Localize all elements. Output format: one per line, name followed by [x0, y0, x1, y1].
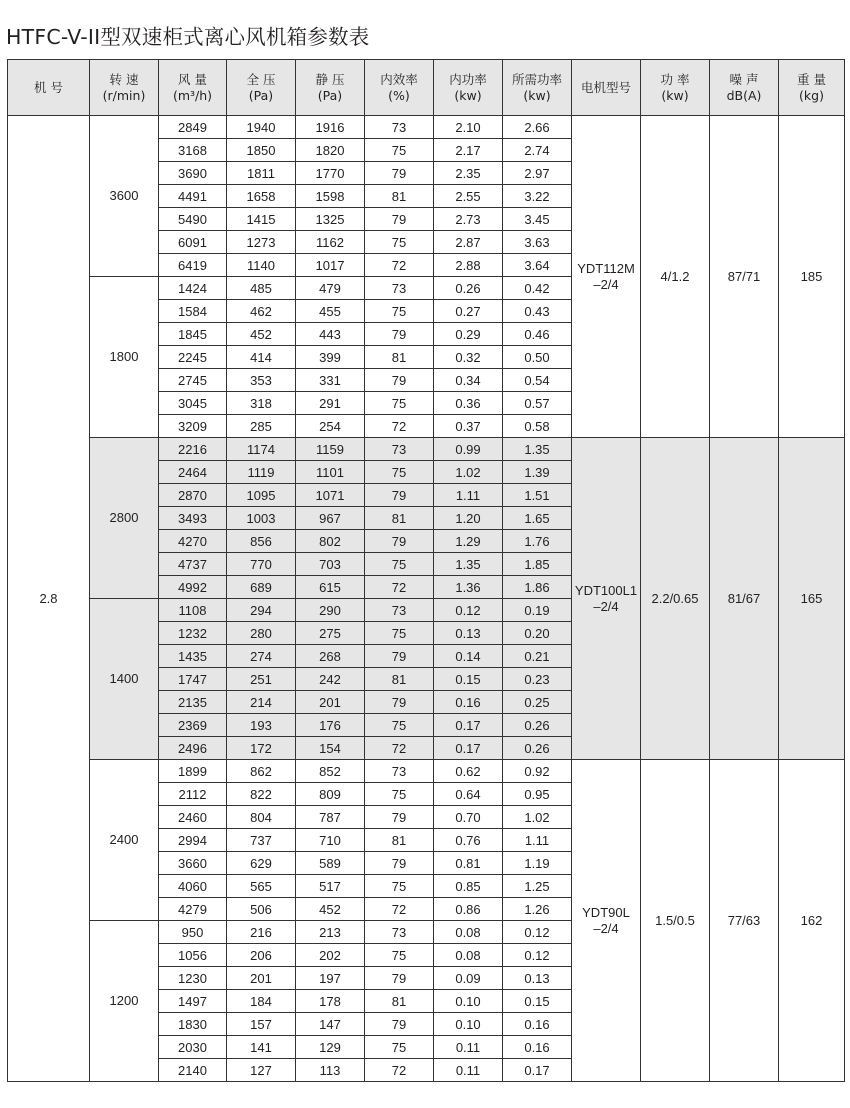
airflow-cell: 1424 — [159, 277, 227, 300]
table-row — [8, 438, 845, 461]
page-title: HTFC-V-II型双速柜式离心风机箱参数表 — [6, 25, 370, 49]
efficiency-cell: 72 — [365, 737, 434, 760]
total-pressure-cell: 485 — [227, 277, 296, 300]
airflow-cell: 2140 — [159, 1059, 227, 1082]
efficiency-cell: 72 — [365, 254, 434, 277]
required-power-cell: 0.46 — [503, 323, 572, 346]
internal-power-cell: 0.17 — [434, 737, 503, 760]
airflow-cell: 1435 — [159, 645, 227, 668]
total-pressure-cell: 1095 — [227, 484, 296, 507]
airflow-cell: 1108 — [159, 599, 227, 622]
static-pressure-cell: 197 — [296, 967, 365, 990]
efficiency-cell: 73 — [365, 116, 434, 139]
static-pressure-cell: 1159 — [296, 438, 365, 461]
efficiency-cell: 75 — [365, 783, 434, 806]
efficiency-cell: 79 — [365, 691, 434, 714]
airflow-cell: 4491 — [159, 185, 227, 208]
required-power-cell: 0.26 — [503, 737, 572, 760]
motor-model-line1: YDT100L1 — [574, 582, 638, 598]
total-pressure-cell: 141 — [227, 1036, 296, 1059]
internal-power-cell: 1.11 — [434, 484, 503, 507]
speed-cell: 1400 — [90, 599, 159, 760]
internal-power-cell: 1.36 — [434, 576, 503, 599]
header-internal-power: 内功率 (kw) — [434, 60, 503, 116]
required-power-cell: 0.42 — [503, 277, 572, 300]
total-pressure-cell: 1811 — [227, 162, 296, 185]
header-static-pressure: 静 压 (Pa) — [296, 60, 365, 116]
efficiency-cell: 81 — [365, 185, 434, 208]
total-pressure-cell: 1140 — [227, 254, 296, 277]
internal-power-cell: 0.11 — [434, 1036, 503, 1059]
internal-power-cell: 0.76 — [434, 829, 503, 852]
efficiency-cell: 72 — [365, 898, 434, 921]
internal-power-cell: 0.09 — [434, 967, 503, 990]
static-pressure-cell: 290 — [296, 599, 365, 622]
internal-power-cell: 0.08 — [434, 944, 503, 967]
airflow-cell: 1747 — [159, 668, 227, 691]
internal-power-cell: 1.35 — [434, 553, 503, 576]
required-power-cell: 0.26 — [503, 714, 572, 737]
total-pressure-cell: 452 — [227, 323, 296, 346]
efficiency-cell: 79 — [365, 530, 434, 553]
power-cell: 2.2/0.65 — [641, 438, 710, 760]
efficiency-cell: 79 — [365, 369, 434, 392]
total-pressure-cell: 318 — [227, 392, 296, 415]
required-power-cell: 0.43 — [503, 300, 572, 323]
airflow-cell: 4270 — [159, 530, 227, 553]
static-pressure-cell: 787 — [296, 806, 365, 829]
required-power-cell: 0.23 — [503, 668, 572, 691]
static-pressure-cell: 443 — [296, 323, 365, 346]
airflow-cell: 4279 — [159, 898, 227, 921]
airflow-cell: 2135 — [159, 691, 227, 714]
airflow-cell: 6091 — [159, 231, 227, 254]
total-pressure-cell: 737 — [227, 829, 296, 852]
internal-power-cell: 0.81 — [434, 852, 503, 875]
efficiency-cell: 79 — [365, 1013, 434, 1036]
total-pressure-cell: 172 — [227, 737, 296, 760]
efficiency-cell: 73 — [365, 760, 434, 783]
total-pressure-cell: 804 — [227, 806, 296, 829]
total-pressure-cell: 285 — [227, 415, 296, 438]
header-noise: 噪 声 dB(A) — [710, 60, 779, 116]
efficiency-cell: 81 — [365, 668, 434, 691]
header-speed: 转 速 (r/min) — [90, 60, 159, 116]
total-pressure-cell: 822 — [227, 783, 296, 806]
required-power-cell: 1.65 — [503, 507, 572, 530]
static-pressure-cell: 201 — [296, 691, 365, 714]
airflow-cell: 4992 — [159, 576, 227, 599]
efficiency-cell: 75 — [365, 944, 434, 967]
airflow-cell: 3493 — [159, 507, 227, 530]
airflow-cell: 2870 — [159, 484, 227, 507]
required-power-cell: 3.64 — [503, 254, 572, 277]
internal-power-cell: 0.26 — [434, 277, 503, 300]
static-pressure-cell: 331 — [296, 369, 365, 392]
total-pressure-cell: 206 — [227, 944, 296, 967]
total-pressure-cell: 856 — [227, 530, 296, 553]
header-efficiency: 内效率 (%) — [365, 60, 434, 116]
airflow-cell: 2745 — [159, 369, 227, 392]
motor-model-line2: –2/4 — [593, 920, 619, 936]
airflow-cell: 1584 — [159, 300, 227, 323]
internal-power-cell: 0.12 — [434, 599, 503, 622]
static-pressure-cell: 1071 — [296, 484, 365, 507]
static-pressure-cell: 452 — [296, 898, 365, 921]
airflow-cell: 1232 — [159, 622, 227, 645]
airflow-cell: 950 — [159, 921, 227, 944]
efficiency-cell: 73 — [365, 277, 434, 300]
internal-power-cell: 0.86 — [434, 898, 503, 921]
efficiency-cell: 79 — [365, 323, 434, 346]
airflow-cell: 2464 — [159, 461, 227, 484]
airflow-cell: 6419 — [159, 254, 227, 277]
internal-power-cell: 0.70 — [434, 806, 503, 829]
static-pressure-cell: 517 — [296, 875, 365, 898]
efficiency-cell: 75 — [365, 875, 434, 898]
static-pressure-cell: 1598 — [296, 185, 365, 208]
required-power-cell: 1.26 — [503, 898, 572, 921]
total-pressure-cell: 629 — [227, 852, 296, 875]
internal-power-cell: 1.20 — [434, 507, 503, 530]
airflow-cell: 4737 — [159, 553, 227, 576]
required-power-cell: 0.21 — [503, 645, 572, 668]
noise-cell: 81/67 — [710, 438, 779, 760]
motor-model-cell — [572, 760, 641, 1082]
static-pressure-cell: 1101 — [296, 461, 365, 484]
required-power-cell: 0.19 — [503, 599, 572, 622]
efficiency-cell: 79 — [365, 645, 434, 668]
efficiency-cell: 75 — [365, 231, 434, 254]
motor-model-cell — [572, 116, 641, 438]
required-power-cell: 1.02 — [503, 806, 572, 829]
internal-power-cell: 2.88 — [434, 254, 503, 277]
required-power-cell: 0.16 — [503, 1036, 572, 1059]
required-power-cell: 1.19 — [503, 852, 572, 875]
machine-no-cell: 2.8 — [8, 116, 90, 1082]
efficiency-cell: 73 — [365, 921, 434, 944]
internal-power-cell: 0.13 — [434, 622, 503, 645]
static-pressure-cell: 852 — [296, 760, 365, 783]
internal-power-cell: 0.32 — [434, 346, 503, 369]
static-pressure-cell: 399 — [296, 346, 365, 369]
power-cell: 1.5/0.5 — [641, 760, 710, 1082]
static-pressure-cell: 178 — [296, 990, 365, 1013]
static-pressure-cell: 1770 — [296, 162, 365, 185]
internal-power-cell: 0.29 — [434, 323, 503, 346]
internal-power-cell: 0.17 — [434, 714, 503, 737]
total-pressure-cell: 216 — [227, 921, 296, 944]
required-power-cell: 1.25 — [503, 875, 572, 898]
total-pressure-cell: 127 — [227, 1059, 296, 1082]
motor-model-line2: –2/4 — [593, 276, 619, 292]
internal-power-cell: 1.02 — [434, 461, 503, 484]
required-power-cell: 0.16 — [503, 1013, 572, 1036]
header-machine-no: 机 号 — [8, 60, 90, 116]
efficiency-cell: 79 — [365, 806, 434, 829]
static-pressure-cell: 802 — [296, 530, 365, 553]
static-pressure-cell: 1162 — [296, 231, 365, 254]
total-pressure-cell: 1003 — [227, 507, 296, 530]
efficiency-cell: 79 — [365, 484, 434, 507]
required-power-cell: 0.50 — [503, 346, 572, 369]
internal-power-cell: 2.35 — [434, 162, 503, 185]
efficiency-cell: 73 — [365, 438, 434, 461]
table-row — [8, 760, 845, 783]
airflow-cell: 2460 — [159, 806, 227, 829]
required-power-cell: 0.13 — [503, 967, 572, 990]
efficiency-cell: 79 — [365, 208, 434, 231]
airflow-cell: 1845 — [159, 323, 227, 346]
internal-power-cell: 0.36 — [434, 392, 503, 415]
internal-power-cell: 0.15 — [434, 668, 503, 691]
required-power-cell: 1.76 — [503, 530, 572, 553]
total-pressure-cell: 294 — [227, 599, 296, 622]
total-pressure-cell: 862 — [227, 760, 296, 783]
static-pressure-cell: 254 — [296, 415, 365, 438]
efficiency-cell: 81 — [365, 346, 434, 369]
total-pressure-cell: 770 — [227, 553, 296, 576]
required-power-cell: 0.15 — [503, 990, 572, 1013]
static-pressure-cell: 275 — [296, 622, 365, 645]
airflow-cell: 2369 — [159, 714, 227, 737]
efficiency-cell: 81 — [365, 829, 434, 852]
static-pressure-cell: 202 — [296, 944, 365, 967]
static-pressure-cell: 1916 — [296, 116, 365, 139]
required-power-cell: 2.74 — [503, 139, 572, 162]
header-weight: 重 量 (kg) — [779, 60, 845, 116]
total-pressure-cell: 353 — [227, 369, 296, 392]
header-motor-model: 电机型号 — [572, 60, 641, 116]
static-pressure-cell: 268 — [296, 645, 365, 668]
internal-power-cell: 2.73 — [434, 208, 503, 231]
efficiency-cell: 75 — [365, 461, 434, 484]
airflow-cell: 2496 — [159, 737, 227, 760]
static-pressure-cell: 147 — [296, 1013, 365, 1036]
efficiency-cell: 79 — [365, 852, 434, 875]
required-power-cell: 1.35 — [503, 438, 572, 461]
total-pressure-cell: 565 — [227, 875, 296, 898]
required-power-cell: 2.97 — [503, 162, 572, 185]
speed-cell: 1200 — [90, 921, 159, 1082]
weight-cell: 162 — [779, 760, 845, 1082]
static-pressure-cell: 129 — [296, 1036, 365, 1059]
static-pressure-cell: 113 — [296, 1059, 365, 1082]
airflow-cell: 4060 — [159, 875, 227, 898]
internal-power-cell: 0.14 — [434, 645, 503, 668]
static-pressure-cell: 703 — [296, 553, 365, 576]
efficiency-cell: 81 — [365, 507, 434, 530]
static-pressure-cell: 967 — [296, 507, 365, 530]
motor-model-line1: YDT90L — [582, 904, 630, 920]
static-pressure-cell: 455 — [296, 300, 365, 323]
airflow-cell: 3209 — [159, 415, 227, 438]
total-pressure-cell: 251 — [227, 668, 296, 691]
efficiency-cell: 75 — [365, 139, 434, 162]
airflow-cell: 2849 — [159, 116, 227, 139]
total-pressure-cell: 214 — [227, 691, 296, 714]
internal-power-cell: 2.87 — [434, 231, 503, 254]
total-pressure-cell: 201 — [227, 967, 296, 990]
airflow-cell: 1056 — [159, 944, 227, 967]
header-airflow: 风 量 (m³/h) — [159, 60, 227, 116]
internal-power-cell: 0.62 — [434, 760, 503, 783]
internal-power-cell: 0.99 — [434, 438, 503, 461]
internal-power-cell: 0.08 — [434, 921, 503, 944]
static-pressure-cell: 291 — [296, 392, 365, 415]
efficiency-cell: 75 — [365, 622, 434, 645]
motor-model-line1: YDT112M — [577, 260, 635, 276]
internal-power-cell: 2.10 — [434, 116, 503, 139]
internal-power-cell: 1.29 — [434, 530, 503, 553]
static-pressure-cell: 1820 — [296, 139, 365, 162]
required-power-cell: 0.12 — [503, 921, 572, 944]
efficiency-cell: 75 — [365, 714, 434, 737]
required-power-cell: 0.25 — [503, 691, 572, 714]
efficiency-cell: 75 — [365, 300, 434, 323]
total-pressure-cell: 274 — [227, 645, 296, 668]
airflow-cell: 5490 — [159, 208, 227, 231]
required-power-cell: 2.66 — [503, 116, 572, 139]
parameter-table — [7, 59, 845, 1082]
speed-cell: 3600 — [90, 116, 159, 277]
required-power-cell: 0.92 — [503, 760, 572, 783]
total-pressure-cell: 280 — [227, 622, 296, 645]
efficiency-cell: 72 — [365, 576, 434, 599]
total-pressure-cell: 506 — [227, 898, 296, 921]
efficiency-cell: 75 — [365, 1036, 434, 1059]
airflow-cell: 3168 — [159, 139, 227, 162]
total-pressure-cell: 1415 — [227, 208, 296, 231]
required-power-cell: 1.85 — [503, 553, 572, 576]
airflow-cell: 3660 — [159, 852, 227, 875]
required-power-cell: 1.11 — [503, 829, 572, 852]
static-pressure-cell: 479 — [296, 277, 365, 300]
internal-power-cell: 2.17 — [434, 139, 503, 162]
airflow-cell: 2994 — [159, 829, 227, 852]
required-power-cell: 0.54 — [503, 369, 572, 392]
static-pressure-cell: 213 — [296, 921, 365, 944]
internal-power-cell: 0.10 — [434, 1013, 503, 1036]
speed-cell: 2800 — [90, 438, 159, 599]
table-row — [8, 116, 845, 139]
internal-power-cell: 0.64 — [434, 783, 503, 806]
required-power-cell: 0.57 — [503, 392, 572, 415]
required-power-cell: 1.51 — [503, 484, 572, 507]
motor-model-line2: –2/4 — [593, 598, 619, 614]
speed-cell: 1800 — [90, 277, 159, 438]
speed-cell: 2400 — [90, 760, 159, 921]
total-pressure-cell: 184 — [227, 990, 296, 1013]
static-pressure-cell: 154 — [296, 737, 365, 760]
total-pressure-cell: 157 — [227, 1013, 296, 1036]
internal-power-cell: 2.55 — [434, 185, 503, 208]
airflow-cell: 1230 — [159, 967, 227, 990]
internal-power-cell: 0.11 — [434, 1059, 503, 1082]
efficiency-cell: 79 — [365, 967, 434, 990]
efficiency-cell: 73 — [365, 599, 434, 622]
efficiency-cell: 75 — [365, 392, 434, 415]
static-pressure-cell: 242 — [296, 668, 365, 691]
required-power-cell: 3.63 — [503, 231, 572, 254]
total-pressure-cell: 1174 — [227, 438, 296, 461]
total-pressure-cell: 1940 — [227, 116, 296, 139]
required-power-cell: 0.58 — [503, 415, 572, 438]
airflow-cell: 1830 — [159, 1013, 227, 1036]
header-total-pressure: 全 压 (Pa) — [227, 60, 296, 116]
airflow-cell: 2030 — [159, 1036, 227, 1059]
required-power-cell: 0.17 — [503, 1059, 572, 1082]
internal-power-cell: 0.37 — [434, 415, 503, 438]
static-pressure-cell: 809 — [296, 783, 365, 806]
airflow-cell: 2216 — [159, 438, 227, 461]
static-pressure-cell: 1325 — [296, 208, 365, 231]
required-power-cell: 0.95 — [503, 783, 572, 806]
airflow-cell: 3045 — [159, 392, 227, 415]
total-pressure-cell: 1273 — [227, 231, 296, 254]
required-power-cell: 0.12 — [503, 944, 572, 967]
internal-power-cell: 0.16 — [434, 691, 503, 714]
weight-cell: 185 — [779, 116, 845, 438]
total-pressure-cell: 1658 — [227, 185, 296, 208]
total-pressure-cell: 689 — [227, 576, 296, 599]
total-pressure-cell: 193 — [227, 714, 296, 737]
weight-cell: 165 — [779, 438, 845, 760]
noise-cell: 87/71 — [710, 116, 779, 438]
efficiency-cell: 72 — [365, 415, 434, 438]
header-row — [8, 60, 845, 116]
required-power-cell: 3.22 — [503, 185, 572, 208]
efficiency-cell: 72 — [365, 1059, 434, 1082]
internal-power-cell: 0.27 — [434, 300, 503, 323]
required-power-cell: 1.39 — [503, 461, 572, 484]
total-pressure-cell: 1119 — [227, 461, 296, 484]
internal-power-cell: 0.10 — [434, 990, 503, 1013]
noise-cell: 77/63 — [710, 760, 779, 1082]
static-pressure-cell: 1017 — [296, 254, 365, 277]
required-power-cell: 0.20 — [503, 622, 572, 645]
static-pressure-cell: 615 — [296, 576, 365, 599]
efficiency-cell: 75 — [365, 553, 434, 576]
header-power: 功 率 (kw) — [641, 60, 710, 116]
total-pressure-cell: 414 — [227, 346, 296, 369]
motor-model-cell — [572, 438, 641, 760]
required-power-cell: 3.45 — [503, 208, 572, 231]
required-power-cell: 1.86 — [503, 576, 572, 599]
static-pressure-cell: 710 — [296, 829, 365, 852]
total-pressure-cell: 462 — [227, 300, 296, 323]
internal-power-cell: 0.34 — [434, 369, 503, 392]
table-body — [8, 116, 845, 1082]
power-cell: 4/1.2 — [641, 116, 710, 438]
airflow-cell: 2112 — [159, 783, 227, 806]
airflow-cell: 1497 — [159, 990, 227, 1013]
airflow-cell: 1899 — [159, 760, 227, 783]
total-pressure-cell: 1850 — [227, 139, 296, 162]
airflow-cell: 3690 — [159, 162, 227, 185]
static-pressure-cell: 589 — [296, 852, 365, 875]
static-pressure-cell: 176 — [296, 714, 365, 737]
airflow-cell: 2245 — [159, 346, 227, 369]
efficiency-cell: 81 — [365, 990, 434, 1013]
header-required-power: 所需功率 (kw) — [503, 60, 572, 116]
efficiency-cell: 79 — [365, 162, 434, 185]
internal-power-cell: 0.85 — [434, 875, 503, 898]
